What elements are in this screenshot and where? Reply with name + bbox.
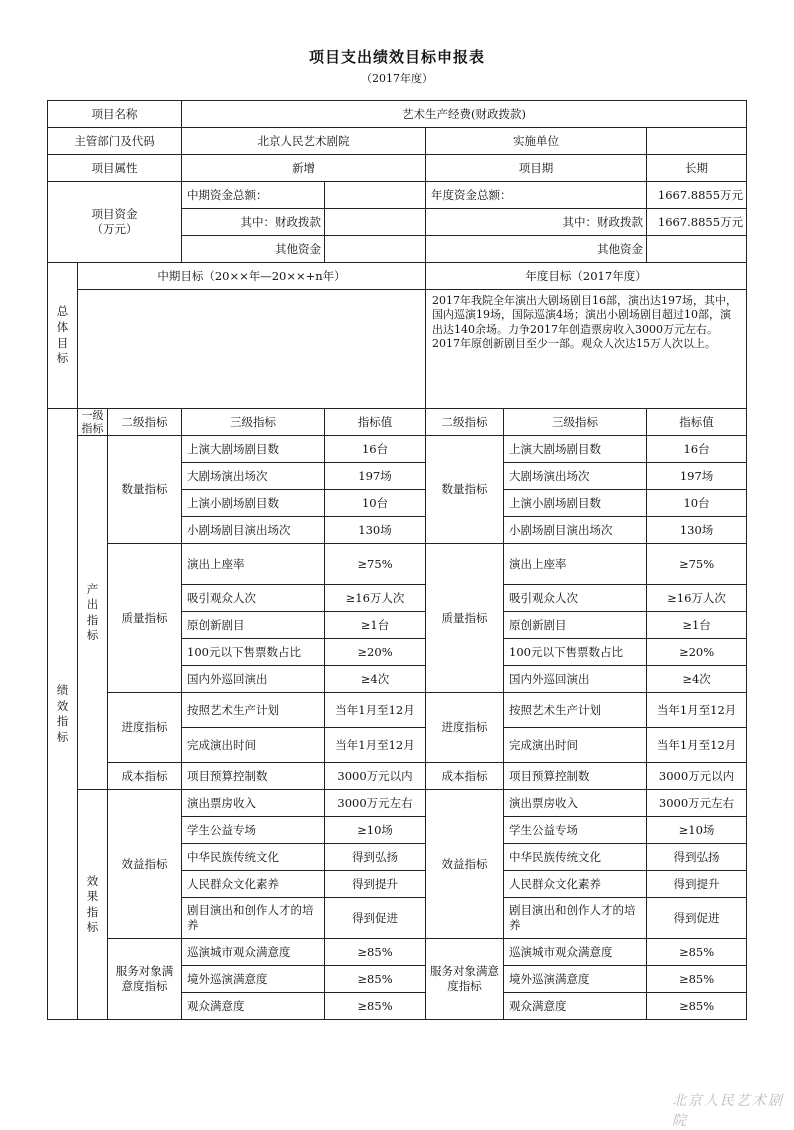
level3-indicator-right: 小剧场剧目演出场次: [504, 517, 647, 544]
level3-indicator-left: 演出上座率: [182, 544, 325, 585]
attr-value: 新增: [182, 155, 426, 182]
level3-indicator-left: 上演大剧场剧目数: [182, 436, 325, 463]
indicator-value-left: ≥75%: [325, 544, 426, 585]
project-name-row: [48, 101, 747, 128]
mid-total-value: [325, 182, 426, 209]
level2-indicator-left: 成本指标: [108, 763, 182, 790]
indicator-value-right: ≥20%: [647, 639, 747, 666]
header-level2-left: 二级指标: [108, 409, 182, 436]
indicator-value-left: ≥16万人次: [325, 585, 426, 612]
level3-indicator-left: 演出票房收入: [182, 790, 325, 817]
level3-indicator-right: 完成演出时间: [504, 728, 647, 763]
level3-indicator-left: 学生公益专场: [182, 817, 325, 844]
indicator-value-left: 当年1月至12月: [325, 693, 426, 728]
year-fiscal-label: 其中：财政拨款: [426, 209, 647, 236]
level3-indicator-left: 观众满意度: [182, 993, 325, 1020]
impl-label: 实施单位: [426, 128, 647, 155]
level3-indicator-left: 剧目演出和创作人才的培养: [182, 898, 325, 939]
year-total-label: 年度资金总额：: [426, 182, 647, 209]
mid-goal-text: [78, 290, 426, 409]
year-other-value: [647, 236, 747, 263]
output-indicators-label: 产出指标: [78, 436, 108, 790]
indicator-value-right: 130场: [647, 517, 747, 544]
indicator-row: [48, 436, 747, 463]
dept-value: 北京人民艺术剧院: [182, 128, 426, 155]
indicator-value-right: 3000万元以内: [647, 763, 747, 790]
indicator-row: [48, 544, 747, 585]
indicator-value-left: ≥20%: [325, 639, 426, 666]
indicator-value-right: 当年1月至12月: [647, 693, 747, 728]
level3-indicator-left: 人民群众文化素养: [182, 871, 325, 898]
indicator-value-left: 197场: [325, 463, 426, 490]
level3-indicator-left: 100元以下售票数占比: [182, 639, 325, 666]
goals-label: 总体目标: [48, 263, 78, 409]
level3-indicator-left: 完成演出时间: [182, 728, 325, 763]
level3-indicator-right: 演出上座率: [504, 544, 647, 585]
mid-other-label: 其他资金: [182, 236, 325, 263]
indicator-value-left: ≥10场: [325, 817, 426, 844]
mid-goal-header: 中期目标（20××年—20××+n年）: [78, 263, 426, 290]
level3-indicator-right: 观众满意度: [504, 993, 647, 1020]
year-fiscal-value: 1667.8855万元: [647, 209, 747, 236]
indicator-value-right: 10台: [647, 490, 747, 517]
mid-fiscal-value: [325, 209, 426, 236]
indicator-value-left: 得到弘扬: [325, 844, 426, 871]
level2-indicator-left: 进度指标: [108, 693, 182, 763]
effect-indicators-label: 效果指标: [78, 790, 108, 1020]
year-other-label: 其他资金: [426, 236, 647, 263]
indicator-value-right: ≥16万人次: [647, 585, 747, 612]
indicator-value-left: 10台: [325, 490, 426, 517]
indicator-value-right: 得到提升: [647, 871, 747, 898]
indicator-value-left: ≥85%: [325, 966, 426, 993]
indicator-value-left: 130场: [325, 517, 426, 544]
indicator-value-left: 得到提升: [325, 871, 426, 898]
indicator-value-right: ≥1台: [647, 612, 747, 639]
goals-header-row: [48, 263, 747, 290]
level3-indicator-right: 吸引观众人次: [504, 585, 647, 612]
level3-indicator-right: 演出票房收入: [504, 790, 647, 817]
indicator-value-right: 3000万元左右: [647, 790, 747, 817]
level2-indicator-left: 效益指标: [108, 790, 182, 939]
indicator-value-right: 得到促进: [647, 898, 747, 939]
indicator-value-right: ≥10场: [647, 817, 747, 844]
watermark-logo: 北京人民艺术剧院: [672, 1093, 784, 1129]
level3-indicator-right: 巡演城市观众满意度: [504, 939, 647, 966]
indicator-value-left: ≥85%: [325, 993, 426, 1020]
period-value: 长期: [647, 155, 747, 182]
indicator-row: [48, 763, 747, 790]
level3-indicator-left: 项目预算控制数: [182, 763, 325, 790]
performance-target-table: [47, 100, 747, 1020]
level3-indicator-right: 按照艺术生产计划: [504, 693, 647, 728]
level3-indicator-left: 原创新剧目: [182, 612, 325, 639]
indicator-value-left: 3000万元左右: [325, 790, 426, 817]
indicators-label: 绩效指标: [48, 409, 78, 1020]
level2-indicator-right: 质量指标: [426, 544, 504, 693]
level2-indicator-right: 数量指标: [426, 436, 504, 544]
level3-indicator-right: 项目预算控制数: [504, 763, 647, 790]
indicator-value-left: 3000万元以内: [325, 763, 426, 790]
indicator-value-left: ≥85%: [325, 939, 426, 966]
indicator-value-right: ≥75%: [647, 544, 747, 585]
level2-indicator-right: 成本指标: [426, 763, 504, 790]
level2-indicator-left: 服务对象满意度指标: [108, 939, 182, 1020]
indicator-value-right: 当年1月至12月: [647, 728, 747, 763]
level3-indicator-right: 上演小剧场剧目数: [504, 490, 647, 517]
level3-indicator-left: 吸引观众人次: [182, 585, 325, 612]
level3-indicator-right: 境外巡演满意度: [504, 966, 647, 993]
mid-other-value: [325, 236, 426, 263]
mid-total-label: 中期资金总额：: [182, 182, 325, 209]
indicator-row: [48, 693, 747, 728]
level3-indicator-left: 国内外巡回演出: [182, 666, 325, 693]
level3-indicator-right: 原创新剧目: [504, 612, 647, 639]
level2-indicator-right: 服务对象满意度指标: [426, 939, 504, 1020]
level3-indicator-left: 小剧场剧目演出场次: [182, 517, 325, 544]
dept-row: [48, 128, 747, 155]
level2-indicator-right: 效益指标: [426, 790, 504, 939]
level3-indicator-right: 剧目演出和创作人才的培养: [504, 898, 647, 939]
level3-indicator-left: 巡演城市观众满意度: [182, 939, 325, 966]
indicator-value-right: ≥85%: [647, 939, 747, 966]
period-label: 项目期: [426, 155, 647, 182]
indicator-value-left: ≥4次: [325, 666, 426, 693]
level2-indicator-right: 进度指标: [426, 693, 504, 763]
level3-indicator-right: 学生公益专场: [504, 817, 647, 844]
level3-indicator-right: 国内外巡回演出: [504, 666, 647, 693]
indicator-value-right: 16台: [647, 436, 747, 463]
indicator-value-left: 当年1月至12月: [325, 728, 426, 763]
indicator-value-right: ≥85%: [647, 993, 747, 1020]
header-level2-right: 二级指标: [426, 409, 504, 436]
indicator-value-left: ≥1台: [325, 612, 426, 639]
header-value-right: 指标值: [647, 409, 747, 436]
level2-indicator-left: 质量指标: [108, 544, 182, 693]
indicator-header-row: [48, 409, 747, 436]
level3-indicator-left: 上演小剧场剧目数: [182, 490, 325, 517]
year-total-value: 1667.8855万元: [647, 182, 747, 209]
indicator-row: [48, 790, 747, 817]
header-level3-right: 三级指标: [504, 409, 647, 436]
indicator-value-right: ≥4次: [647, 666, 747, 693]
indicator-value-left: 得到促进: [325, 898, 426, 939]
level3-indicator-right: 中华民族传统文化: [504, 844, 647, 871]
year-goal-text: 2017年我院全年演出大剧场剧目16部，演出达197场，其中，国内巡演19场，国际巡演4场；演出小剧场剧目超过10部，演出达140余场。力争2017年创造票房收入3000万元左右。2017年原创新剧目至少一部。观众人次达15万人次以上。: [426, 290, 747, 409]
indicator-value-right: 197场: [647, 463, 747, 490]
level3-indicator-right: 人民群众文化素养: [504, 871, 647, 898]
project-name-label: 项目名称: [48, 101, 182, 128]
header-value-left: 指标值: [325, 409, 426, 436]
level3-indicator-left: 大剧场演出场次: [182, 463, 325, 490]
dept-label: 主管部门及代码: [48, 128, 182, 155]
indicator-row: [48, 939, 747, 966]
goals-content-row: [48, 290, 747, 409]
project-name-value: 艺术生产经费(财政拨款): [182, 101, 747, 128]
attr-label: 项目属性: [48, 155, 182, 182]
impl-value: [647, 128, 747, 155]
funds-label: 项目资金 （万元）: [48, 182, 182, 263]
attr-row: [48, 155, 747, 182]
indicator-value-left: 16台: [325, 436, 426, 463]
level3-indicator-left: 按照艺术生产计划: [182, 693, 325, 728]
document-year: （2017年度）: [361, 72, 433, 85]
level3-indicator-right: 大剧场演出场次: [504, 463, 647, 490]
funds-row-total: [48, 182, 747, 209]
level3-indicator-right: 100元以下售票数占比: [504, 639, 647, 666]
level3-indicator-left: 境外巡演满意度: [182, 966, 325, 993]
indicator-value-right: ≥85%: [647, 966, 747, 993]
document-title: 项目支出绩效目标申报表: [308, 48, 485, 66]
level3-indicator-left: 中华民族传统文化: [182, 844, 325, 871]
mid-fiscal-label: 其中：财政拨款: [182, 209, 325, 236]
level3-indicator-right: 上演大剧场剧目数: [504, 436, 647, 463]
header-level3-left: 三级指标: [182, 409, 325, 436]
level2-indicator-left: 数量指标: [108, 436, 182, 544]
year-goal-header: 年度目标（2017年度）: [426, 263, 747, 290]
header-level1: 一级指标: [78, 409, 108, 436]
indicator-value-right: 得到弘扬: [647, 844, 747, 871]
